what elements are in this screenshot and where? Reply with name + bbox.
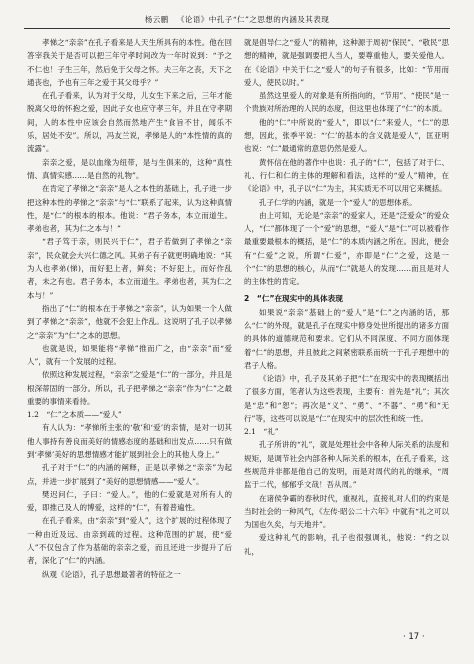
header-rule [24,28,450,29]
paragraph: 《论语》中，孔子及其弟子把“仁”在现实中的表现概括出了很多方面，笔者认为这些表现，主要有：首先是“礼”；其次是“忠”和“恕”；再次是“义”、“勇”、“不器”、“勇”和“无行”等，这些可以说是“仁”在现实中的层次性和统一性。 [244,374,449,424]
subsection-title-2-1: 2.1 “礼” [244,427,279,437]
paragraph: 亲亲之爱，是以血缘为纽带，是与生俱来的，这种“真性情、真情实感……是自然的礼物”。 [27,157,232,180]
paragraph: 在肯定了孝悌之“亲亲”是人之本性的基础上，孔子进一步把这种本性的孝悌之“亲亲”与“仁”联系了起来，认为这种真情性，是“仁”的根本的根本。他说：“君子务本，本立而道生。孝弟也者，其为仁之本与！” [27,184,232,234]
paragraph: 在诸侯争霸的春秋时代，重视礼，直接礼对人们的约束是当时社会的一种风气，《左传·昭公二十六年》中就有“礼之可以为国也久矣，与天地并”。 [244,493,449,530]
paragraph: 孔子仁学的内涵，就是一个“爱人”的思想体系。 [259,197,417,207]
left-column [27,36,232,581]
paragraph: 虽然这里爱人的对象是有所指向的，“节用”、“使民”是一个贵族对所治理的人民的态度，但这里也体现了“仁”的本质。 [244,91,449,114]
paragraph: 孔子对于“仁”的内涵的阐释，正是以孝悌之“亲亲”为起点，并进一步扩展到了“美好的思想情感——“爱人”。 [27,463,232,486]
paragraph: 有人认为：“孝悌所主张的‘敬’和‘爱’的亲情，是对一切其他人事持有善良而美好的情感态度的基础和出发点……只有做到‘孝悌’美好的思想情感才能扩展到社会上的其他人身上。” [27,423,232,459]
paragraph: 指出了“仁”的根本在于孝悌之“亲亲”，认为如果一个人做到了孝悌之“亲亲”，他就不会犯上作乱。这说明了孔子以孝悌之“亲亲”为“仁”之本的思想。 [27,303,232,340]
paragraph: 爱这种礼气的影响，孔子也很强调礼，他说：“约之以礼， [244,533,449,556]
paragraph: 由上可知，无论是“亲亲”的爱家人，还是“泛爱众”的爱众人，“仁”都体现了一个“爱”的思想，“爱人”是“仁”可以被看作最重要最根本的概括，是“仁”的本质内涵之所在。因此，便会有“仁爱”之说，所谓“仁爱”，亦即是“仁”之爱，这是一个“仁”的思想的核心，从而“仁”就是人的发现……而且是对人的主体性的肯定。 [244,210,449,287]
paragraph: 孝悌之“亲亲”在孔子看来是人天生所具有的本性。他在回答宰我关于是否可以把三年守孝时间改为一年时说到：“予之不仁也！子生三年，然后免于父母之怀。夫三年之丧，天下之通丧也，予也有三年之爱于其父母乎？” [27,38,232,87]
paragraph: 依照这种发展过程，“亲亲”之爱是“仁”的一部分，并且是根深蒂固的一部分。所以，孔子把孝悌之“亲亲”作为“仁”之最重要的事情来看待。 [27,370,232,407]
paragraph: 在孔子看来，由“亲亲”到“爱人”，这个扩展的过程体现了一种由近及远、由亲到疏的过程。这种范围的扩展，使“爱人”不仅包含了作为基础的亲亲之爱，而且还进一步提升了后者，深化了“仁”的内涵。 [27,516,232,566]
paragraph: 樊迟问仁，子曰：“爱人。”，他的仁爱就是对所有人的爱，即推己及人的博爱，这样的“仁”，有着普遍性。 [27,489,232,513]
header-author: 杨云鹏 [144,15,169,24]
paragraph: 如果说“亲亲”基础上的“爱人”是“仁”之内涵的话，那么“仁”的外现，就是孔子在现实中修身处世所提出的诸多方面的具体的道德规范和要求。它们从不同深度、不同方面体现着“仁”的思想，并且彼此之间紧密联系而统一于孔子理想中的君子人格。 [244,307,449,370]
paragraph: 孔子所讲的“礼”，就是处理社会中各种人际关系的法度和规矩，是调节社会内部各种人际关系的根本，在孔子看来，这些规范并非都是他自己的发明，而是对周代的礼的继承，“周监于二代，郁郁乎文哉！吾从周。” [244,440,449,490]
section-title-2: 2 “仁”在现实中的具体表现 [244,293,343,303]
subsection-title-1-2: 1.2 “仁”之本质——“爱人” [27,410,122,420]
paragraph: 在孔子看来，认为对于父母，儿女生下来之后，三年才能脱离父母的怀抱之爱，因此子女也应守孝三年，并且在守孝期间，人的本性中应该会自然而然地产生“食旨不甘，闻乐不乐，居处不安”。所以，冯友兰说，孝悌是人的“本性情的真的流露”。 [27,91,232,154]
paragraph: 黄怀信在他的著作中也说：孔子的“仁”，包括了对于仁、礼、行仁和仁的主体的理解和看法，这样的“爱人”精神，在《论语》中，孔子以“仁”为主，其实质无不可以用它来概括。 [244,157,449,194]
paragraph: “君子笃于亲，则民兴于仁”，君子若做到了孝悌之“亲亲”，民众就会大兴仁德之风。其弟子有子就更明确地说：“其为人也孝弟(悌)，而好犯上者，鲜矣；不好犯上，而好作乱者，未之有也。君子务本，本立而道生。孝弟也者，其为仁之本与！” [27,237,232,300]
header-title: 《论语》中孔子“仁”之思想的内涵及其表现 [176,15,330,24]
running-header [24,14,450,28]
page-number: · 17 · [403,632,425,642]
paragraph: 纵观《论语》，孔子思想最著者的特征之一 [42,569,181,579]
paragraph: 也就是说，如果能将“孝悌”推而广之，由“亲亲”而“爱人”，就有一个发展的过程。 [27,343,232,367]
paragraph: 就是倡导仁之“爱人”的精神，这种源于周初“保民”、“敬民”思想的精神，就是强调要把人当人，要尊重他人，要关爱他人。在《论语》中关于仁之“爱人”的句子有很多，比如：“节用而爱人，使民以时。” [244,38,449,87]
right-column [244,36,449,558]
paragraph: 他的“仁”中所说的“爱人”，即以“仁”来爱人，“仁”的思想，因此，张季平说：“‘仁’的基本的含义就是爱人”，匡亚明也说：“仁”最通常的意思仍然是爱人。 [244,117,449,154]
